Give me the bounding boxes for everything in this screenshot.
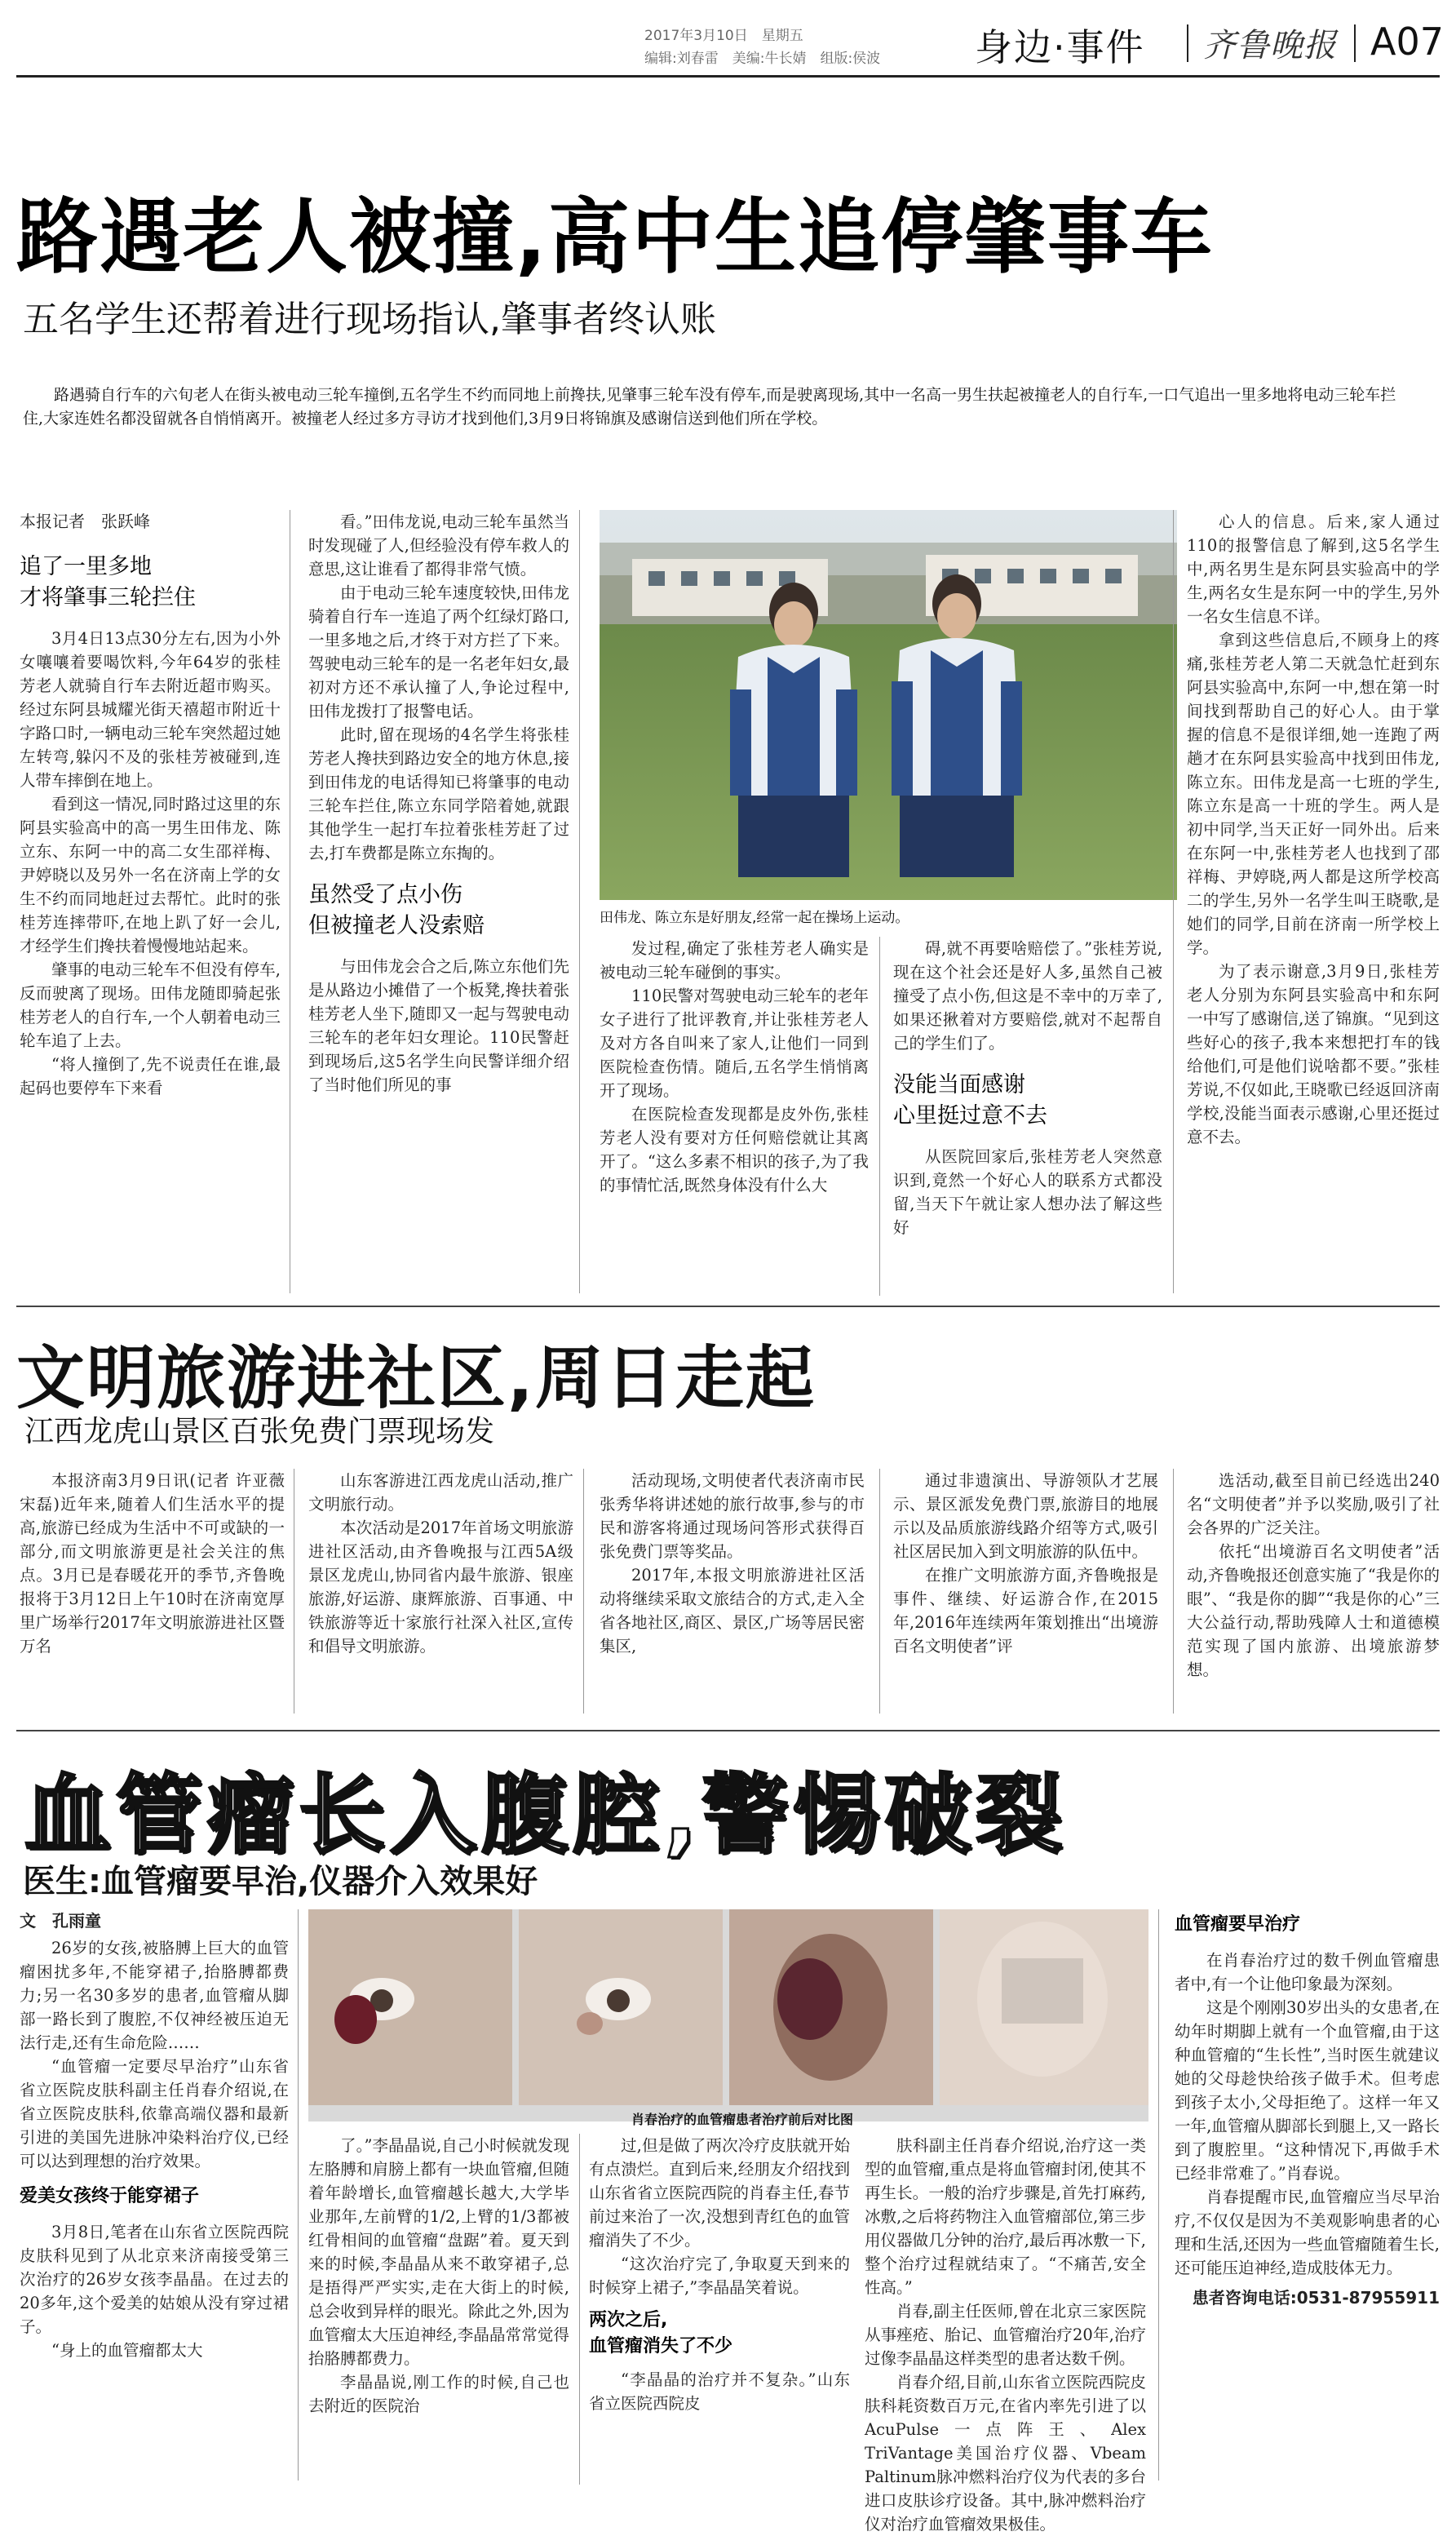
paragraph: 3月4日13点30分左右,因为小外女嚷嚷着要喝饮料,今年64岁的张桂芳老人就骑自行车去附近超市购买。经过东阿县城耀光街天禧超市附近十字路口时,一辆电动三轮车突然超过她左转弯,躲闪不及的张桂芳被碰到,连人带车摔倒在地上。 xyxy=(20,629,281,790)
paper-logo: 齐鲁晚报 xyxy=(1203,27,1337,64)
page-number: A07 xyxy=(1370,20,1445,64)
paragraph: 在推广文明旅游方面,齐鲁晚报是事件、继续、好运游合作,在2015年,2016年连续两年策划推出“出境游百名文明使者”评 xyxy=(893,1566,1158,1656)
story2-column-1 xyxy=(20,1469,285,1714)
paragraph: 发过程,确定了张桂芳老人确实是被电动三轮车碰倒的事实。 xyxy=(600,939,869,982)
story1-subhead-3: 没能当面感谢 心里挺过意不去 xyxy=(893,1072,1047,1128)
story1-column-3 xyxy=(600,937,869,1296)
masthead-rule xyxy=(16,75,1440,78)
paragraph: 本次活动是2017年首场文明旅游进社区活动,由齐鲁晚报与江西5A级景区龙虎山,协同省内最牛旅游、银座旅游,好运游、康辉旅游、百事通、中铁旅游等近十家旅行社深入社区,宣传和倡导文明旅游。 xyxy=(308,1518,573,1656)
paragraph: “李晶晶的治疗并不复杂。”山东省立医院西院皮 xyxy=(589,2370,850,2413)
story1-headline: 路遇老人被撞,高中生追停肇事车 xyxy=(16,189,1214,285)
story1-subhead-2: 虽然受了点小伤 但被撞老人没索赔 xyxy=(308,882,485,938)
column-rule xyxy=(879,937,880,1296)
section-rule xyxy=(16,1730,1440,1731)
paragraph: 碍,就不再要啥赔偿了。”张桂芳说,现在这个社会还是好人多,虽然自己被撞受了点小伤,但这是不幸中的万幸了,如果还揪着对方要赔偿,就对不起帮自己的学生们了。 xyxy=(893,939,1162,1053)
story1-photo xyxy=(600,510,1177,900)
paragraph: 通过非遗演出、导游领队才艺展示、景区派发免费门票,旅游目的地展示以及品质旅游线路介绍等方式,吸引社区居民加入到文明旅游的队伍中。 xyxy=(893,1471,1158,1561)
story3-column-4 xyxy=(865,2134,1146,2534)
paragraph: 过,但是做了两次冷疗皮肤就开始有点溃烂。直到后来,经朋友介绍找到山东省省立医院西院的肖春主任,春节前过来治了一次,没想到青红色的血管瘤消失了不少。 xyxy=(589,2136,850,2250)
story1-subheadline: 五名学生还帮着进行现场指认,肇事者终认账 xyxy=(23,299,716,340)
contact-phone: 患者咨询电话:0531-87955911 xyxy=(1192,2288,1440,2308)
column-rule xyxy=(1173,510,1174,1293)
story1-column-1 xyxy=(20,510,281,1293)
story3-column-3 xyxy=(589,2134,850,2485)
paragraph: 依托“出境游百名文明使者”活动,齐鲁晚报还创意实施了“我是你的眼”、“我是你的脚”“我是你的心”三大公益行动,帮助残障人士和道德模范实现了国内旅游、出境旅游梦想。 xyxy=(1187,1542,1440,1679)
column-rule xyxy=(579,510,580,1293)
column-rule xyxy=(583,1469,584,1714)
story1-column-4 xyxy=(893,937,1162,1296)
paragraph: 活动现场,文明使者代表济南市民张秀华将讲述她的旅行故事,参与的市民和游客将通过现场问答形式获得百张免费门票等奖品。 xyxy=(600,1471,865,1561)
paragraph: “这次治疗完了,争取夏天到来的时候穿上裙子,”李晶晶笑着说。 xyxy=(589,2254,850,2297)
paragraph: 3月8日,笔者在山东省立医院西院皮肤科见到了从北京来济南接受第三次治疗的26岁女孩李晶晶。在过去的20多年,这个爱美的姑娘从没有穿过裙子。 xyxy=(20,2223,289,2336)
story3-photo xyxy=(308,1909,1148,2121)
column-rule xyxy=(579,2134,580,2485)
story2-column-5 xyxy=(1187,1469,1440,1714)
paragraph: 看到这一情况,同时路过这里的东阿县实验高中的高一男生田伟龙、陈立东、东阿一中的高二女生邵祥梅、尹婷晓以及另外一名在济南上学的女生不约而同地赶过去帮忙。此时的张桂芳连摔带吓,在地上趴了好一会儿,才经学生们搀扶着慢慢地站起来。 xyxy=(20,795,281,955)
paragraph: 李晶晶说,刚工作的时候,自己也去附近的医院治 xyxy=(308,2373,569,2415)
two-students-photo xyxy=(600,510,1177,900)
byline: 本报记者 张跃峰 xyxy=(20,512,150,531)
section-rule xyxy=(16,1306,1440,1307)
story2-column-4 xyxy=(893,1469,1158,1714)
paragraph: 在医院检查发现都是皮外伤,张桂芳老人没有要对方任何赔偿就让其离开了。“这么多素不相识的孩子,为了我的事情忙活,既然身体没有什么大 xyxy=(600,1105,869,1195)
paragraph: 与田伟龙会合之后,陈立东他们先是从路边小摊借了一个板凳,搀扶着张桂芳老人坐下,随即又一起与驾驶电动三轮车的老年妇女理论。110民警赶到现场后,这5名学生向民警详细介绍了当时他们所见的事 xyxy=(308,957,569,1094)
story1-column-2 xyxy=(308,510,569,1293)
paragraph: 由于电动三轮车速度较快,田伟龙骑着自行车一连追了两个红绿灯路口,一里多地之后,才终于对方拦了下来。驾驶电动三轮车的是一名老年妇女,最初对方还不承认撞了人,争论过程中,田伟龙拨打了报警电话。 xyxy=(308,583,569,720)
paragraph: 肖春提醒市民,血管瘤应当尽早治疗,不仅仅是因为不美观影响患者的心理和生活,还因为一些血管瘤随着生长,还可能压迫神经,造成肢体无力。 xyxy=(1175,2188,1440,2277)
paragraph: 在肖春治疗过的数千例血管瘤患者中,有一个让他印象最为深刻。 xyxy=(1175,1951,1440,1993)
paragraph: 肇事的电动三轮车不但没有停车,反而驶离了现场。田伟龙随即骑起张桂芳老人的自行车,一个人朝着电动三轮车追了上去。 xyxy=(20,960,281,1050)
section-title: 身边·事件 xyxy=(975,25,1145,69)
date-line: 2017年3月10日 星期五 xyxy=(644,28,803,44)
paragraph: 拿到这些信息后,不顾身上的疼痛,张桂芳老人第二天就急忙赶到东阿县实验高中,东阿一中,想在第一时间找到帮助自己的好心人。由于掌握的信息不是很详细,她一连跑了两趟才在东阿县实验高中找到田伟龙,陈立东。田伟龙是高一七班的学生,陈立东是高一十班的学生。两人是初中同学,当天正好一同外出。后来在东阿一中,张桂芳老人也找到了邵祥梅、尹婷晓,两人都是这所学校高二的学生,另外一名学生叫王晓歌,是她们的同学,目前在济南一所学校上学。 xyxy=(1187,631,1440,957)
story3-subhead-2: 两次之后, 血管瘤消失了不少 xyxy=(589,2310,733,2356)
paragraph: 从医院回家后,张桂芳老人突然意识到,竟然一个好心人的联系方式都没留,当天下午就让家人想办法了解这些好 xyxy=(893,1147,1162,1237)
story1-photo-caption: 田伟龙、陈立东是好朋友,经常一起在操场上运动。 xyxy=(600,910,909,926)
masthead-divider xyxy=(1187,24,1188,62)
paragraph: “身上的血管瘤都太大 xyxy=(51,2341,203,2360)
story3-subhead-3: 血管瘤要早治疗 xyxy=(1175,1914,1301,1935)
paragraph: 肖春,副主任医师,曾在北京三家医院从事痤疮、胎记、血管瘤治疗20年,治疗过像李晶晶这样类型的患者达数千例。 xyxy=(865,2302,1146,2368)
paragraph: 为了表示谢意,3月9日,张桂芳老人分别为东阿县实验高中和东阿一中写了感谢信,送了锦旗。“见到这些好心的孩子,我本来想把打车的钱给他们,可是他们说啥都不要。”张桂芳说,不仅如此,王晓歌已经返回济南学校,没能当面表示感谢,心里还挺过意不去。 xyxy=(1187,962,1440,1146)
story2-headline: 文明旅游进社区,周日走起 xyxy=(16,1338,816,1418)
paragraph: 看。”田伟龙说,电动三轮车虽然当时发现碰了人,但经验没有停车救人的意思,这让谁看了都得非常气愤。 xyxy=(308,512,569,579)
paragraph: 了。”李晶晶说,自己小时候就发现左胳膊和肩膀上都有一块血管瘤,但随着年龄增长,血管瘤越长越大,大学毕业那年,左前臂的1/2,上臂的1/3都被红骨相间的血管瘤“盘踞”着。夏天到来的时候,李晶晶从来不敢穿裙子,总是捂得严严实实,走在大街上的时候,总会收到异样的眼光。除此之外,因为血管瘤太大压迫神经,李晶晶常常觉得抬胳膊都费力。 xyxy=(308,2136,569,2368)
column-rule xyxy=(1173,1469,1174,1714)
story2-column-2 xyxy=(308,1469,573,1714)
masthead-meta xyxy=(644,24,880,70)
story3-column-5 xyxy=(1175,1909,1440,2485)
story3-headline: 血管瘤长入腹腔,警惕破裂 xyxy=(24,1765,1068,1865)
paragraph: 山东客游进江西龙虎山活动,推广文明旅行动。 xyxy=(308,1471,573,1514)
paragraph: 2017年,本报文明旅游进社区活动将继续采取文旅结合的方式,走入全省各地社区,商区、景区,广场等居民密集区, xyxy=(600,1566,865,1656)
staff-line: 编辑:刘春雷 美编:牛长婧 组版:侯波 xyxy=(644,51,881,67)
paragraph: 心人的信息。后来,家人通过110的报警信息了解到,这5名学生中,两名男生是东阿县实验高中的学生,两名女生是东阿一中的学生,另外一名女生信息不详。 xyxy=(1187,512,1440,626)
column-rule xyxy=(879,1469,880,1714)
paragraph: 此时,留在现场的4名学生将张桂芳老人搀扶到路边安全的地方休息,接到田伟龙的电话得知已将肇事的电动三轮车拦住,陈立东同学陪着她,就跟其他学生一起打车拉着张桂芳赶了过去,打车费都是陈立东掏的。 xyxy=(308,725,569,862)
story3-column-1 xyxy=(20,1909,289,2481)
story1-column-5 xyxy=(1187,510,1440,1293)
paragraph: 这是个刚刚30岁出头的女患者,在幼年时期脚上就有一个血管瘤,由于这种血管瘤的“生长性”,当时医生就建议她的父母趁快给孩子做手术。但考虑到孩子太小,父母拒绝了。这样一年又一年,血管瘤从脚部长到腿上,又一路长到了腹腔里。“这种情况下,再做手术已经非常难了。”肖春说。 xyxy=(1175,1998,1440,2183)
story1-subhead-1: 追了一里多地 才将肇事三轮拦住 xyxy=(20,554,196,610)
paragraph: 本报济南3月9日讯(记者 许亚薇 宋磊)近年来,随着人们生活水平的提高,旅游已经成为生活中不可或缺的一部分,而文明旅游更是社会关注的焦点。3月已是春暖花开的季节,齐鲁晚报将于3月12日上午10时在济南宽厚里广场举行2017年文明旅游进社区暨万名 xyxy=(20,1471,285,1656)
story1-col1-body xyxy=(20,627,281,1100)
story3-subheadline: 医生:血管瘤要早治,仪器介入效果好 xyxy=(23,1863,538,1900)
masthead-divider xyxy=(1354,24,1356,62)
paragraph: 肖春介绍,目前,山东省立医院西院皮肤科耗资数百万元,在省内率先引进了以AcuPulse一点阵王、Alex TriVantage美国治疗仪器、Vbeam Paltinum脉冲燃料治疗仪为代表的多台进口皮肤诊疗设备。其中,脉冲燃料治疗仪对治疗血管瘤效果极佳。 xyxy=(865,2373,1146,2534)
before-after-photos xyxy=(308,1909,1148,2121)
story3-subhead-1: 爱美女孩终于能穿裙子 xyxy=(20,2186,200,2206)
paragraph: “血管瘤一定要尽早治疗”山东省省立医院皮肤科副主任肖春介绍说,在省立医院皮肤科,依靠高端仪器和最新引进的美国先进脉冲染料治疗仪,已经可以达到理想的治疗效果。 xyxy=(20,2057,289,2170)
column-rule xyxy=(1158,1909,1159,2481)
story1-lead: 路遇骑自行车的六旬老人在街头被电动三轮车撞倒,五名学生不约而同地上前搀扶,见肇事三轮车没有停车,而是驶离现场,其中一名高一男生扶起被撞老人的自行车,一口气追出一里多地将电动三轮车拦住,大家连姓名都没留就各自悄悄离开。被撞老人经过多方寻访才找到他们,3月9日将锦旗及感谢信送到他们所在学校。 xyxy=(23,386,1396,428)
story2-column-3 xyxy=(600,1469,865,1714)
story3-column-2 xyxy=(308,2134,569,2485)
paragraph: “将人撞倒了,先不说责任在谁,最起码也要停车下来看 xyxy=(20,1055,281,1097)
paragraph: 选活动,截至目前已经选出240名“文明使者”并予以奖励,吸引了社会各界的广泛关注。 xyxy=(1187,1471,1440,1537)
byline: 文 孔雨童 xyxy=(20,1911,101,1931)
story2-subheadline: 江西龙虎山景区百张免费门票现场发 xyxy=(24,1415,495,1448)
paragraph: 26岁的女孩,被胳膊上巨大的血管瘤困扰多年,不能穿裙子,抬胳膊都费力;另一名30多岁的患者,血管瘤从脚部一路长到了腹腔,不仅神经被压迫无法行走,还有生命危险…… xyxy=(20,1939,289,2052)
story3-photo-caption: 肖春治疗的血管瘤患者治疗前后对比图 xyxy=(631,2112,853,2127)
paragraph: 肤科副主任肖春介绍说,治疗这一类型的血管瘤,重点是将血管瘤封闭,使其不再生长。一般的治疗步骤是,首先打麻药,冰敷,之后将药物注入血管瘤部位,第三步用仪器做几分钟的治疗,最后再冰敷一下,整个治疗过程就结束了。“不痛苦,安全性高。” xyxy=(865,2136,1146,2297)
column-rule xyxy=(298,1909,299,2481)
paragraph: 110民警对驾驶电动三轮车的老年女子进行了批评教育,并让张桂芳老人及对方各自叫来了家人,让他们一同到医院检查伤情。随后,五名学生悄悄离开了现场。 xyxy=(600,986,869,1100)
